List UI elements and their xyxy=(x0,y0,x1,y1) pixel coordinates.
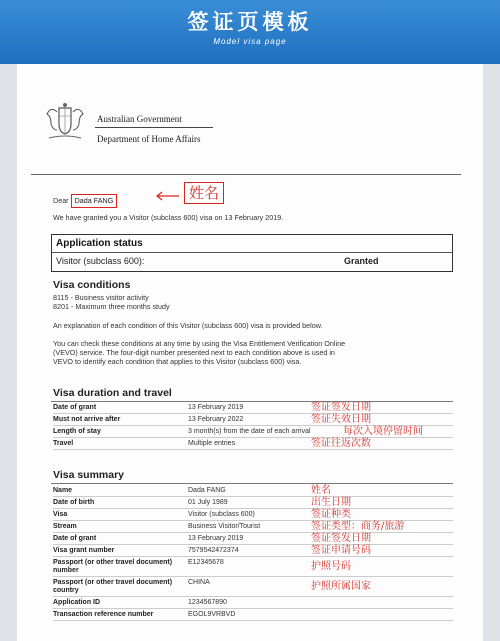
applicant-name: Dada FANG xyxy=(71,194,118,208)
row-label: Travel xyxy=(53,440,74,447)
status-visa: Visitor (subclass 600): xyxy=(56,256,145,266)
duration-table xyxy=(53,402,453,450)
header-divider xyxy=(95,127,213,128)
row-label: Stream xyxy=(53,523,77,530)
row-value: CHINA xyxy=(188,579,210,586)
table-row xyxy=(53,438,453,450)
status-divider xyxy=(52,252,452,253)
visa-document xyxy=(17,64,483,641)
row-annotation: 签证申请号码 xyxy=(311,545,371,556)
row-label: Passport (or other travel document) number xyxy=(53,559,173,574)
row-annotation: 签证往返次数 xyxy=(311,438,371,449)
government-name: Australian Government xyxy=(97,114,182,124)
row-annotation: 签证签发日期 xyxy=(311,533,371,544)
row-label: Application ID xyxy=(53,599,101,606)
vevo-text: VEVO to identify each condition that applies to this Visitor (subclass 600) visa. xyxy=(53,357,302,366)
row-value: Business Visitor/Tourist xyxy=(188,523,261,530)
row-value: Multiple entries xyxy=(188,440,236,447)
row-label: Date of grant xyxy=(53,404,97,411)
conditions-explanation: An explanation of each condition of this Visitor (subclass 600) visa is provided below. xyxy=(53,321,323,330)
row-label: Passport (or other travel document) country xyxy=(53,579,173,594)
banner-title: 签证页模板 xyxy=(187,10,313,34)
row-annotation: 签证失效日期 xyxy=(311,414,371,425)
row-label: Date of birth xyxy=(53,499,95,506)
row-label: Name xyxy=(53,487,73,494)
status-value: Granted xyxy=(344,256,379,266)
vevo-text: (VEVO) service. The four-digit number presented next to each condition above is used in xyxy=(53,348,335,357)
application-status-box xyxy=(51,234,453,272)
row-value: EGOL9VRBVD xyxy=(188,611,236,618)
row-value: 13 February 2019 xyxy=(188,404,244,411)
table-row xyxy=(53,521,453,533)
row-value: Dada FANG xyxy=(188,487,226,494)
salutation: Dear xyxy=(53,196,69,205)
row-label: Visa grant number xyxy=(53,547,115,554)
table-row xyxy=(53,485,453,497)
table-row xyxy=(53,545,453,557)
row-value: 7579542472374 xyxy=(188,547,239,554)
row-value: 01 July 1989 xyxy=(188,499,228,506)
table-row xyxy=(53,414,453,426)
table-row xyxy=(53,509,453,521)
vevo-text: You can check these conditions at any time by using the Visa Entitlement Verification Online xyxy=(53,339,346,348)
salutation-line xyxy=(53,194,117,208)
row-value: E12345678 xyxy=(188,559,224,566)
row-value: 3 month(s) from the date of each arrival xyxy=(188,428,311,435)
banner-subtitle: Model visa page xyxy=(213,37,287,46)
row-annotation: 每次入境停留时间 xyxy=(343,426,423,437)
row-label: Length of stay xyxy=(53,428,101,435)
department-name: Department of Home Affairs xyxy=(97,134,201,144)
row-label: Transaction reference number xyxy=(53,611,154,618)
table-row xyxy=(53,577,453,597)
row-annotation: 护照号码 xyxy=(311,561,351,572)
condition-item: 8115 - Business visitor activity xyxy=(53,293,149,302)
row-value: 1234567890 xyxy=(188,599,227,606)
summary-rule xyxy=(51,483,453,484)
row-value: Visitor (subclass 600) xyxy=(188,511,255,518)
row-annotation: 出生日期 xyxy=(311,497,351,508)
conditions-title: Visa conditions xyxy=(53,279,131,291)
duration-title: Visa duration and travel xyxy=(53,387,172,399)
granted-text: We have granted you a Visitor (subclass 600) visa on 13 February 2019. xyxy=(53,213,284,222)
table-row xyxy=(53,609,453,621)
arrow-left-icon xyxy=(155,190,181,202)
row-label: Must not arrive after xyxy=(53,416,121,423)
row-annotation: 姓名 xyxy=(311,485,331,496)
summary-table xyxy=(53,485,453,621)
row-annotation: 护照所属国家 xyxy=(311,581,371,592)
header-rule xyxy=(31,174,461,175)
table-row xyxy=(53,597,453,609)
row-annotation: 签证类型：商务/旅游 xyxy=(311,521,405,532)
row-value: 13 February 2019 xyxy=(188,535,244,542)
table-row xyxy=(53,426,453,438)
status-title: Application status xyxy=(56,238,143,249)
row-value: 13 February 2022 xyxy=(188,416,244,423)
row-label: Visa xyxy=(53,511,68,518)
top-banner xyxy=(0,0,500,64)
coat-of-arms-icon xyxy=(41,102,89,142)
summary-title: Visa summary xyxy=(53,469,125,481)
condition-item: 8201 - Maximum three months study xyxy=(53,302,170,311)
row-annotation: 签证签发日期 xyxy=(311,402,371,413)
row-annotation: 签证种类 xyxy=(311,509,351,520)
table-row xyxy=(53,497,453,509)
table-row xyxy=(53,533,453,545)
table-row xyxy=(53,402,453,414)
table-row xyxy=(53,557,453,577)
row-label: Date of grant xyxy=(53,535,97,542)
name-annotation: 姓名 xyxy=(184,182,224,204)
letter-header xyxy=(39,100,459,146)
